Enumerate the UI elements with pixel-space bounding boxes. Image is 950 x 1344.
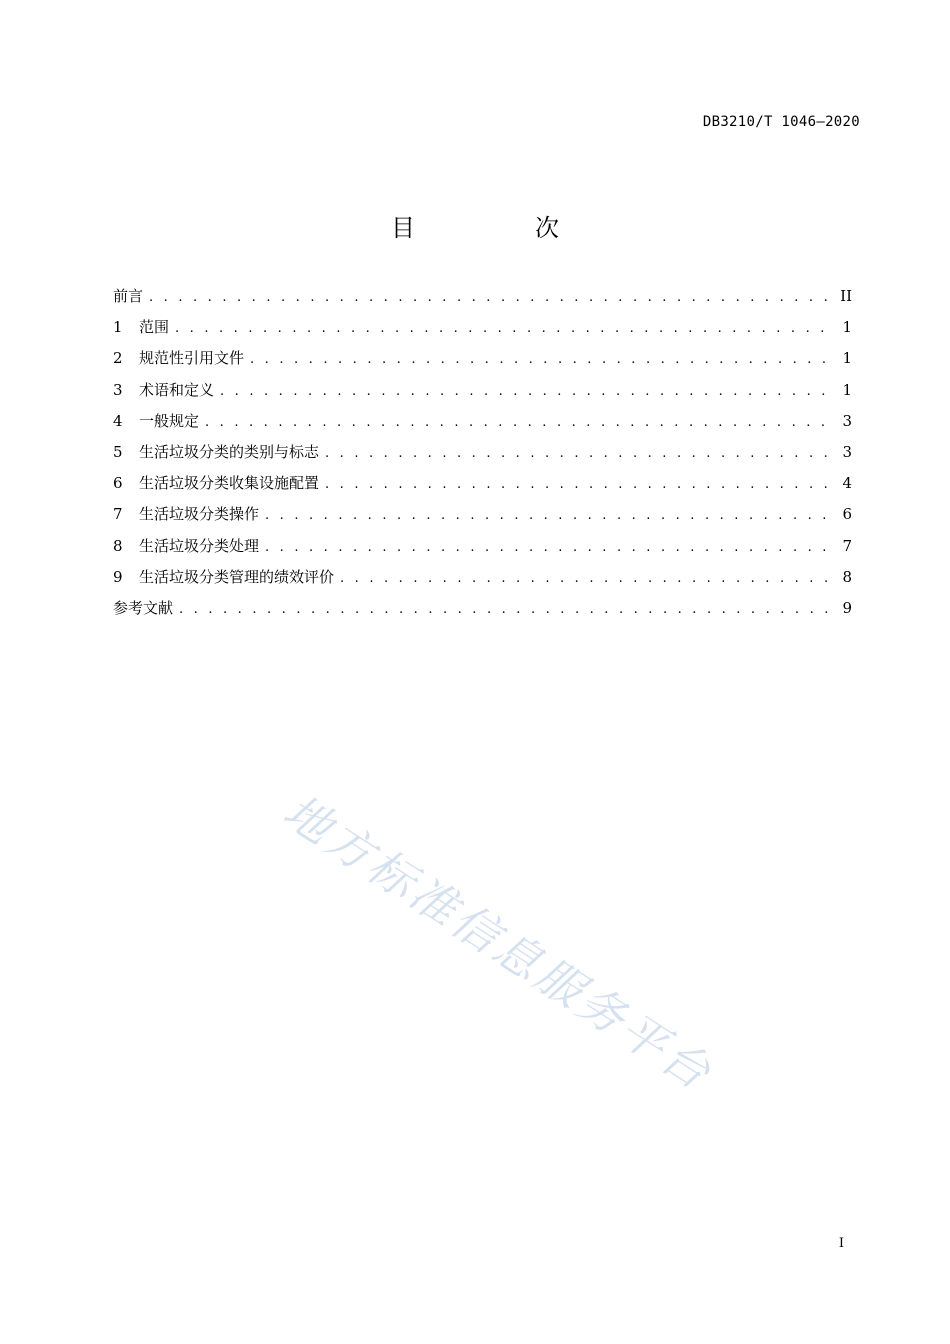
page-number: I — [838, 1236, 844, 1251]
toc-leader-dots — [175, 321, 832, 336]
toc-entry[interactable] — [113, 285, 852, 316]
toc-entry-number: 2 — [113, 349, 123, 368]
toc-entry[interactable] — [113, 472, 852, 503]
toc-leader-dots — [149, 290, 832, 305]
toc-leader-dots — [340, 571, 832, 586]
toc-entry-page: 1 — [842, 318, 852, 337]
toc-entry-label: 规范性引用文件 — [139, 349, 245, 368]
toc-entry-label: 术语和定义 — [139, 380, 215, 399]
toc-entry-page: 7 — [842, 536, 852, 555]
toc-entry-number: 3 — [113, 380, 123, 399]
toc-entry-label: 参考文献 — [113, 598, 174, 617]
toc-entry-page: 8 — [842, 567, 852, 586]
toc-entry-number: 7 — [113, 505, 123, 524]
toc-entry-number: 6 — [113, 474, 123, 493]
toc-entry-label: 前言 — [113, 287, 144, 305]
toc-entry-page: 9 — [842, 598, 852, 617]
toc-leader-dots — [220, 384, 832, 399]
toc-entry[interactable] — [113, 503, 852, 534]
toc-leader-dots — [179, 602, 832, 617]
toc-entry[interactable] — [113, 379, 852, 410]
toc-entry-number: 8 — [113, 536, 123, 555]
toc-entry-label: 生活垃圾分类处理 — [139, 536, 260, 555]
table-of-contents — [113, 285, 852, 628]
toc-entry-page: II — [840, 287, 852, 305]
toc-entry-page: 3 — [842, 442, 852, 461]
toc-entry[interactable] — [113, 441, 852, 472]
toc-entry-label: 范围 — [139, 318, 170, 337]
toc-entry-label: 一般规定 — [139, 411, 200, 430]
toc-entry-page: 3 — [842, 411, 852, 430]
toc-entry-number: 5 — [113, 442, 123, 461]
toc-leader-dots — [325, 477, 832, 492]
toc-entry[interactable] — [113, 347, 852, 378]
toc-entry[interactable] — [113, 566, 852, 597]
toc-entry[interactable] — [113, 535, 852, 566]
toc-leader-dots — [265, 540, 832, 555]
toc-leader-dots — [250, 352, 832, 367]
toc-leader-dots — [265, 508, 832, 523]
toc-entry[interactable] — [113, 316, 852, 347]
toc-entry-page: 1 — [842, 349, 852, 368]
toc-entry-label: 生活垃圾分类的类别与标志 — [139, 442, 320, 461]
toc-entry-label: 生活垃圾分类收集设施配置 — [139, 474, 320, 493]
toc-entry-number: 9 — [113, 567, 123, 586]
toc-entry[interactable] — [113, 597, 852, 628]
document-code: DB3210/T 1046—2020 — [702, 114, 860, 130]
toc-entry-number: 4 — [113, 411, 123, 430]
toc-entry-number: 1 — [113, 318, 123, 337]
toc-entry-label: 生活垃圾分类管理的绩效评价 — [139, 567, 335, 586]
toc-entry-page: 1 — [842, 380, 852, 399]
toc-leader-dots — [325, 446, 832, 461]
toc-entry-page: 6 — [842, 505, 852, 524]
toc-entry-page: 4 — [842, 474, 852, 493]
toc-leader-dots — [205, 415, 832, 430]
toc-title: 目 次 — [391, 214, 607, 242]
toc-entry[interactable] — [113, 410, 852, 441]
watermark: 地方标准信息服务平台 — [273, 783, 723, 1102]
toc-entry-label: 生活垃圾分类操作 — [139, 505, 260, 524]
